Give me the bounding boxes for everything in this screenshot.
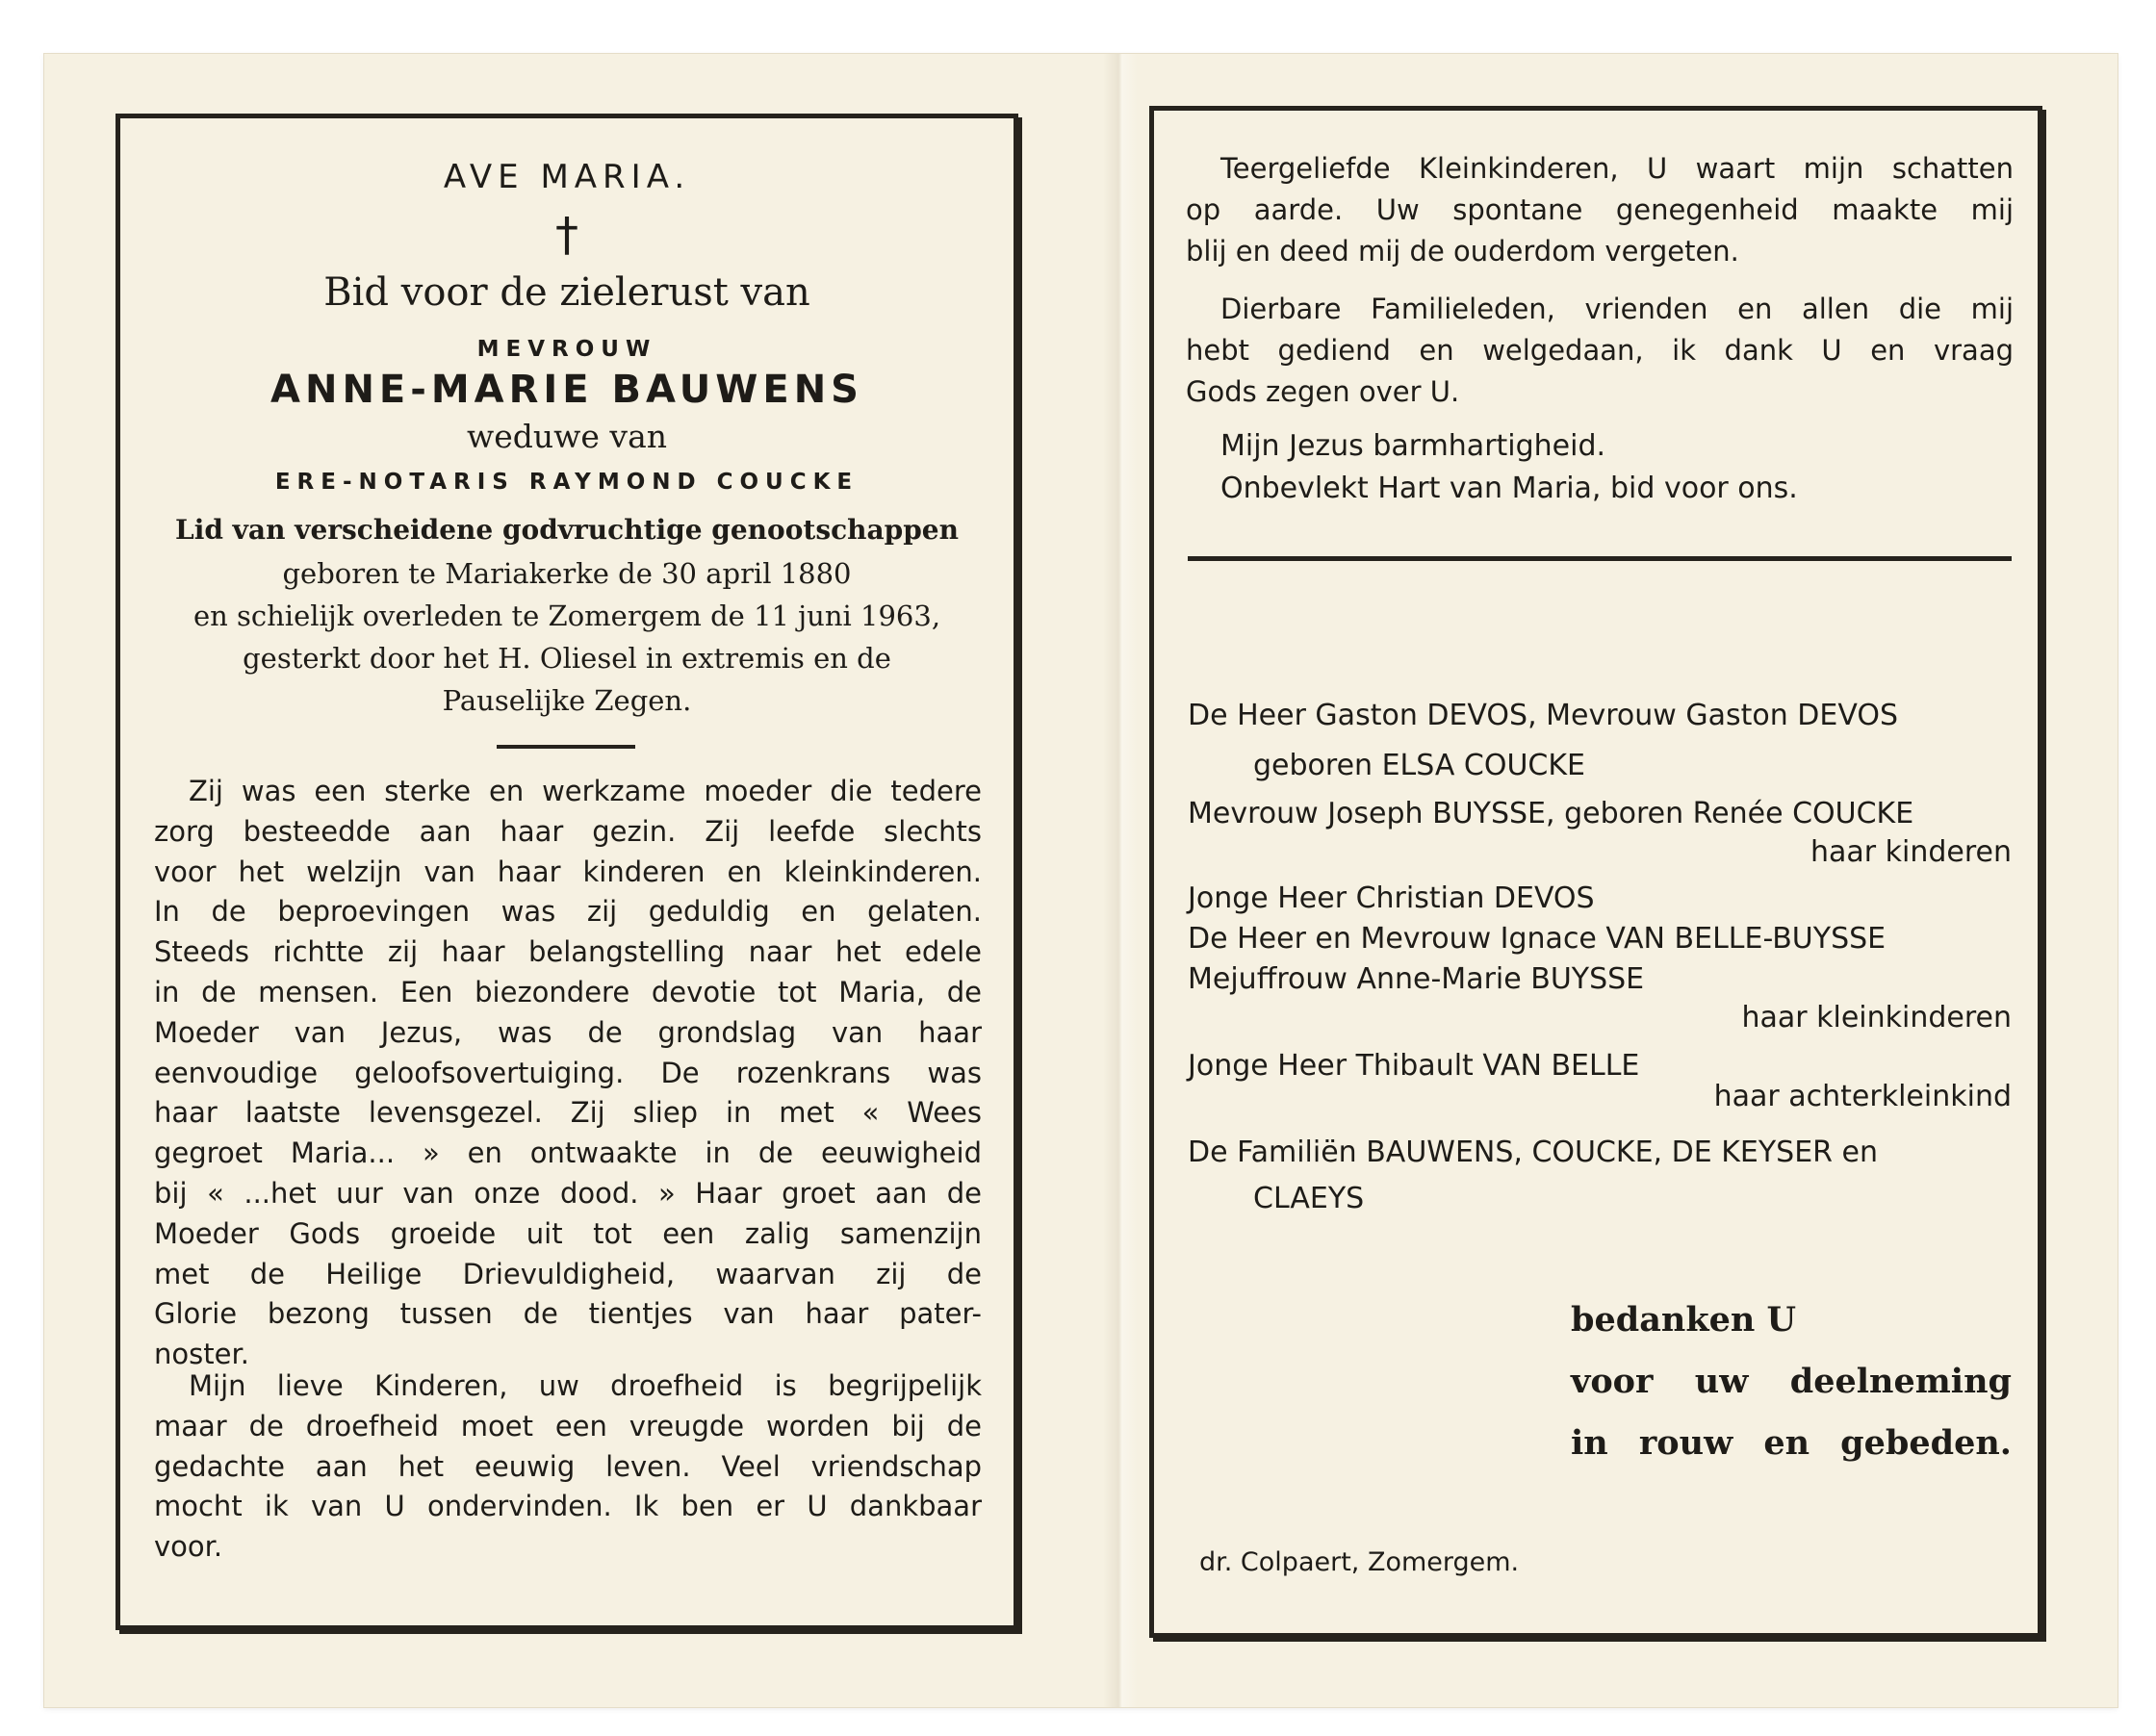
text-line: gedachte aan het eeuwig leven. Veel vriendschap [154,1449,982,1483]
text-line: zorg besteedde aan haar gezin. Zij leefde slechts [154,814,982,848]
text-line: noster. [154,1338,249,1371]
card-fold [1103,54,1138,1707]
relation-label: haar achterkleinkind [1713,1080,2012,1113]
text-line: Zij was een sterke en werkzame moeder die tedere [189,775,982,807]
family-line: De Heer en Mevrouw Ignace VAN BELLE-BUYSSE [1188,922,1886,956]
text-line: blij en deed mij de ouderdom vergeten. [1186,235,1739,268]
text-line: Moeder Gods groeide uit tot een zalig samenzijn [154,1216,982,1250]
birth-death-info [116,552,1018,722]
family-line: Mevrouw Joseph BUYSSE, geboren Renée COUCKE [1188,797,1914,830]
memorial-card [44,54,2118,1707]
printer-credit: dr. Colpaert, Zomergem. [1199,1547,1520,1577]
membership-line: Lid van verscheidene godvruchtige genootschappen [175,514,959,546]
short-divider [497,745,635,749]
text-line: maar de droefheid moet een vreugde worden bij de [154,1409,982,1442]
cross-icon: † [555,208,578,262]
title-mevrouw: MEVROUW [476,337,657,362]
text-line: Steeds richtte zij haar belangstelling naar het edele [154,935,982,969]
family-line: De Familiën BAUWENS, COUCKE, DE KEYSER en [1188,1136,1879,1169]
text-line: voor het welzijn van haar kinderen en kleinkinderen. [154,855,982,888]
thanks-line: bedanken U [1571,1300,1797,1340]
text-line: gegroet Maria... » en ontwaakte in de eeuwigheid [154,1136,982,1170]
family-line: Jonge Heer Thibault VAN BELLE [1188,1049,1640,1083]
text-line: Glorie bezong tussen de tientjes van haar pater- [154,1297,982,1331]
family-line: Mejuffrouw Anne-Marie BUYSSE [1188,962,1645,996]
text-line: op aarde. Uw spontane genegenheid maakte mij [1186,193,2014,226]
text-line: voor. [154,1530,223,1564]
deceased-name: ANNE-MARIE BAUWENS [270,368,863,412]
family-line: Jonge Heer Christian DEVOS [1188,881,1595,915]
text-line: Dierbare Familieleden, vrienden en allen die mij [1220,293,2014,325]
text-line: eenvoudige geloofsovertuiging. De rozenkrans was [154,1056,982,1089]
ave-maria-heading: AVE MARIA. [443,158,691,196]
family-line: De Heer Gaston DEVOS, Mevrouw Gaston DEVOS [1188,699,1898,732]
thanks-block [1571,1289,2012,1474]
prayer-line: Mijn Jezus barmhartigheid. [1220,429,1606,463]
widow-of: weduwe van [467,418,667,455]
text-line: in de mensen. Een biezondere devotie tot Maria, de [154,975,982,1008]
relation-label: haar kinderen [1810,835,2012,869]
text-line: haar laatste levensgezel. Zij sliep in met « Wees [154,1096,982,1130]
long-divider [1188,556,2012,561]
text-line: met de Heilige Drievuldigheid, waarvan zij de [154,1257,982,1290]
text-line: mocht ik van U ondervinden. Ik ben er U dankbaar [154,1490,982,1523]
prayer-request: Bid voor de zielerust van [323,270,810,315]
text-line: hebt gediend en welgedaan, ik dank U en vraag [1186,334,2014,367]
text-line: Mijn lieve Kinderen, uw droefheid is begrijpelijk [189,1369,982,1402]
info-line: en schielijk overleden te Zomergem de 11 juni 1963, [192,600,941,632]
grandchildren-paragraph [1186,148,2014,272]
info-line: geboren te Mariakerke de 30 april 1880 [282,557,852,590]
husband-name: ERE-NOTARIS RAYMOND COUCKE [274,470,860,495]
text-line: Moeder van Jezus, was de grondslag van haar [154,1015,982,1049]
text-line: Teergeliefde Kleinkinderen, U waart mijn schatten [1220,152,2014,185]
tribute-paragraph [154,772,982,1375]
family-line: CLAEYS [1253,1182,1365,1215]
relation-label: haar kleinkinderen [1741,1001,2012,1034]
family-line: geboren ELSA COUCKE [1253,749,1585,782]
children-paragraph [154,1366,982,1568]
family-thanks-paragraph [1186,289,2014,413]
thanks-line: voor uw deelneming [1571,1362,2012,1401]
thanks-line: in rouw en gebeden. [1571,1423,2012,1463]
info-line: gesterkt door het H. Oliesel in extremis en de [243,642,891,675]
text-line: Gods zegen over U. [1186,375,1460,408]
info-line: Pauselijke Zegen. [442,684,692,717]
prayer-line: Onbevlekt Hart van Maria, bid voor ons. [1220,472,1798,505]
text-line: bij « ...het uur van onze dood. » Haar groet aan de [154,1176,982,1210]
text-line: In de beproevingen was zij geduldig en gelaten. [154,895,982,929]
